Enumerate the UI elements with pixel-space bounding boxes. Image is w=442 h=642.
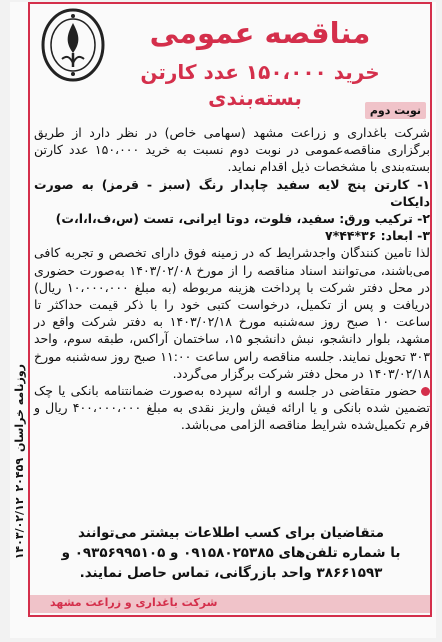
issue-date: ۱۴۰۳/۰۲/۱۲ xyxy=(12,497,26,560)
contact-line-2: با شماره تلفن‌های ۰۹۱۵۸۰۲۵۳۸۵ و ۰۹۳۵۶۹۹۵۱۰۵ و xyxy=(61,545,401,561)
page-title: مناقصه عمومی xyxy=(149,16,371,50)
turn-badge: نوبت دوم xyxy=(365,102,426,119)
spec-item-3: ۳- ابعاد: ۳۶*۴۴*۷ xyxy=(325,228,430,244)
advert-body xyxy=(34,124,430,434)
intro-paragraph: شرکت باغداری و زراعت مشهد (سهامی خاص) در نظر دارد از طریق برگزاری مناقصه‌عمومی در نوبت دوم نسبت به خرید ۱۵۰،۰۰۰ عدد کارتن بسته‌بندی با مشخصات ذیل اقدام نماید. xyxy=(34,125,430,175)
issue-number: ۲۰۴۵۹ xyxy=(12,457,26,492)
footer-company: شرکت باغداری و زراعت مشهد xyxy=(50,596,218,609)
newspaper-name: روزنامه خراسان xyxy=(12,364,26,452)
deposit-note-text: حضور متقاضی در جلسه و ارائه سپرده به‌صورت ضمانتنامه بانکی یا چک تضمین شده بانکی و یا ارائه فیش واریز نقدی به مبلغ ۴۰۰،۰۰۰،۰۰۰ ریال و فرم تکمیل‌شده شرایط مناقصه الزامی می‌باشد. xyxy=(34,383,430,433)
subtitle: خرید ۱۵۰،۰۰۰ عدد کارتن xyxy=(140,60,380,84)
company-seal-logo xyxy=(40,7,106,83)
deposit-note xyxy=(34,382,430,434)
newspaper-clipping xyxy=(10,2,436,638)
spec-item-1: ۱- کارتن پنج لایه سفید چاپدار رنگ (سبز - قرمز) به صورت دایکات xyxy=(34,176,430,209)
contact-line-1: متقاضیان برای کسب اطلاعات بیشتر می‌توانند xyxy=(78,525,384,541)
contact-box xyxy=(32,523,430,593)
side-caption xyxy=(10,362,28,632)
subtitle-packaging: بسته‌بندی xyxy=(208,86,302,110)
conditions-paragraph: لذا تامین کنندگان واجدشرایط که در زمینه فوق دارای تخصص و تجربه کافی می‌باشند، می‌توانند اسناد مناقصه را از مورخ ۱۴۰۳/۰۲/۰۸ به‌صورت حضوری در محل دفتر شرکت با پرداخت هزینه مربوطه (به مبلغ ۱۰،۰۰۰،۰۰۰ ریال) دریافت و پس از تکمیل، درخواست کتبی خود را با ذکر قیمت حداکثر تا ساعت ۱۰ صبح روز سه‌شنبه مورخ ۱۴۰۳/۰۲/۱۸ به دفتر شرکت واقع در مشهد، بلوار دانشجو، نبش دانشجو ۱۵، ساختمان آراکس، طبقه سوم، واحد ۳۰۳ تحویل نمایند. جلسه مناقصه راس ساعت ۱۱:۰۰ صبح روز سه‌شنبه مورخ ۱۴۰۳/۰۲/۱۸ در محل دفتر شرکت برگزار می‌گردد. xyxy=(34,245,430,381)
footer-band xyxy=(30,595,430,613)
bullet-icon xyxy=(421,387,430,396)
spec-item-2: ۲- ترکیب ورق: سفید، فلوت، دوتا ایرانی، تست (س،ف،ا،ا،ت) xyxy=(55,211,430,227)
contact-line-3: ۳۸۶۶۱۵۹۳ واحد بازرگانی، تماس حاصل نمایند. xyxy=(79,565,383,581)
